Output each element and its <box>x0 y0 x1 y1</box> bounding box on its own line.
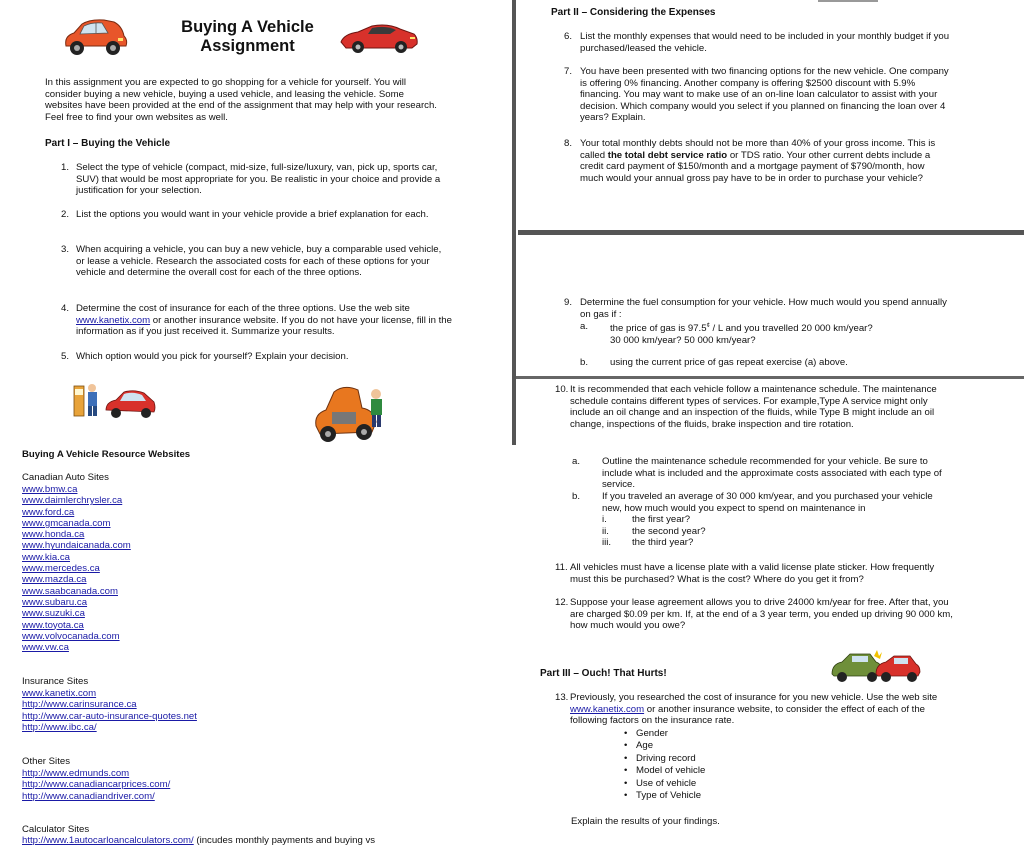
year-item <box>602 525 706 538</box>
question-13-text-pre: Previously, you researched the cost of insurance for you new vehicle. Use the web site <box>570 692 938 703</box>
question-4-text-pre: Determine the cost of insurance for each of the three options. Use the web site <box>76 303 410 314</box>
resource-link[interactable]: http://www.edmunds.com <box>22 768 130 779</box>
question-number: 9. <box>564 297 573 308</box>
right-top-page <box>518 0 1024 228</box>
sub-question-text: using the current price of gas repeat exercise (a) above. <box>610 357 848 368</box>
horizontal-separator-short <box>516 376 1024 379</box>
year-item <box>602 537 694 549</box>
question-text: When acquiring a vehicle, you can buy a new vehicle, buy a comparable used vehicle, or lease a vehicle. Research the associated costs for each of these options for your vehicle and determine the overall cost for each of the three options. <box>76 244 442 279</box>
part1-title: Part I – Buying the Vehicle <box>45 138 171 149</box>
resource-link[interactable]: www.hyundaicanada.com <box>22 540 131 552</box>
top-edge-mark <box>818 0 878 2</box>
part2-title: Part II – Considering the Expenses <box>551 7 716 18</box>
question-4-text-post: or another insurance website. If you do not have your license, fill in the information as if you just received it. Summarize your results. <box>76 314 452 338</box>
year-text: the second year? <box>632 525 706 537</box>
calculator-link[interactable]: http://www.1autocarloancalculators.com/ <box>22 835 194 846</box>
part3-title: Part III – Ouch! That Hurts! <box>540 668 667 679</box>
year-number: ii. <box>602 525 609 537</box>
insurance-links-list <box>22 688 197 733</box>
calculator-line <box>22 835 375 847</box>
other-links-list <box>22 768 170 802</box>
sub-question-text <box>610 321 950 346</box>
resource-link[interactable]: www.gmcanada.com <box>22 517 111 529</box>
year-item <box>602 514 691 526</box>
year-number: iii. <box>602 537 612 549</box>
gas-station-clipart <box>70 376 158 422</box>
insurance-sites-label: Insurance Sites <box>22 676 89 687</box>
question-text: List the monthly expenses that would need to be included in your monthly budget if you purchased/leased the vehicle. <box>580 31 950 54</box>
other-sites-label: Other Sites <box>22 756 70 767</box>
conclusion-text: Explain the results of your findings. <box>571 816 720 827</box>
gas-price-text-post: / L and you travelled 20 000 km/year? <box>712 323 873 335</box>
resource-link[interactable]: www.toyota.ca <box>22 619 84 631</box>
right-bottom-page <box>518 380 1024 843</box>
resource-link[interactable]: http://www.canadiandriver.com/ <box>22 790 155 802</box>
list-item: • Driving record <box>622 753 705 765</box>
list-item: • Type of Vehicle <box>622 790 705 802</box>
resources-page <box>0 445 512 846</box>
car-crash-clipart <box>830 650 922 684</box>
question-number: 7. <box>564 66 573 77</box>
resource-link[interactable]: http://www.car-auto-insurance-quotes.net <box>22 710 197 722</box>
resource-link[interactable]: www.subaru.ca <box>22 596 88 608</box>
sub-question-label: b. <box>580 357 589 368</box>
horizontal-separator <box>518 230 1024 235</box>
resource-link[interactable]: www.volvocanada.com <box>22 630 120 642</box>
orange-car-clipart <box>60 16 130 60</box>
list-item: • Gender <box>622 728 705 740</box>
maintenance-years-list <box>602 514 706 549</box>
sub-question-text: If you traveled an average of 30 000 km/year, and you purchased your vehicle new, how much would you expect to spend on maintenance in <box>602 491 933 514</box>
left-page <box>0 0 515 445</box>
resource-link[interactable]: www.bmw.ca <box>22 484 78 495</box>
question-13-text-post: or another insurance website, to consider the effect of each of the following factors on the insurance rate. <box>570 703 925 727</box>
question-number: 6. <box>564 31 573 42</box>
calculator-note: (incudes monthly payments and buying vs <box>196 835 376 846</box>
tds-term: the total debt service ratio <box>607 149 728 161</box>
question-number: 1. <box>61 162 70 173</box>
resource-link[interactable]: http://www.canadiancarprices.com/ <box>22 779 171 791</box>
question-text: Determine the fuel consumption for your vehicle. How much would you spend annually on gas if : <box>580 297 947 320</box>
resource-link[interactable]: http://www.carinsurance.ca <box>22 699 137 711</box>
question-text: All vehicles must have a license plate with a valid license plate sticker. How frequently must this be purchased? What is the cost? Where do you get it from? <box>570 562 935 585</box>
gas-price-text: the price of gas is 97.5 <box>610 323 707 335</box>
question-number: 12. <box>555 597 569 608</box>
list-item: • Model of vehicle <box>622 765 705 777</box>
resource-link[interactable]: www.vw.ca <box>22 642 69 654</box>
resource-link[interactable]: www.mazda.ca <box>22 574 87 586</box>
question-number: 10. <box>555 384 569 395</box>
question-text: List the options you would want in your vehicle provide a brief explanation for each. <box>76 209 429 220</box>
list-item: • Age <box>622 740 705 752</box>
resource-link[interactable]: www.kanetix.com <box>22 688 97 699</box>
right-middle-page <box>518 236 1024 375</box>
resource-link[interactable]: www.suzuki.ca <box>22 608 85 620</box>
resource-link[interactable]: www.daimlerchrysler.ca <box>22 495 123 507</box>
kanetix-link[interactable]: www.kanetix.com <box>76 314 151 326</box>
question-text: Select the type of vehicle (compact, mid-size, full-size/luxury, van, pick up, sports car, SUV) that would be most appropriate for you. Be realistic in your choice and provide a justification for your selection. <box>76 162 441 197</box>
canadian-links-list <box>22 484 131 653</box>
year-text: the first year? <box>632 514 691 525</box>
sub-question-label: a. <box>580 321 589 332</box>
intro-paragraph: In this assignment you are expected to go shopping for a vehicle for yourself. You will consider buying a new vehicle, buying a used vehicle, and leasing the vehicle. Some websites have been provided at the end of the assignment that may help with your research. Feel free to find your own websites as well. <box>45 77 437 123</box>
resource-link[interactable]: www.honda.ca <box>22 529 85 541</box>
red-sports-car-clipart <box>338 20 420 56</box>
question-number: 3. <box>61 244 70 255</box>
kanetix-link[interactable]: www.kanetix.com <box>570 703 645 715</box>
question-text: It is recommended that each vehicle follow a maintenance schedule. The maintenance schedule contains different types of services. For example,Type A service might only include an oil change and an inspection of the fluids, while Type B might include an oil change, inspections of the fluids, brake inspection and tire rotation. <box>570 384 937 430</box>
question-text <box>570 692 950 727</box>
question-8-text-b: or TDS ratio. Your other current debts include a credit card payment of $150/month and a mortgage payment of $790/month, how much would your annual gross pay have to be in order to purchase your vehicle? <box>580 149 931 184</box>
canadian-sites-label: Canadian Auto Sites <box>22 472 109 483</box>
question-number: 2. <box>61 209 70 220</box>
distance-options: 30 000 km/year? 50 000 km/year? <box>610 334 756 346</box>
calculator-sites-label: Calculator Sites <box>22 824 90 835</box>
question-number: 11. <box>555 562 568 573</box>
question-text: Suppose your lease agreement allows you to drive 24000 km/year for free. After that, you are charged $0.09 per km. If, at the end of a 3 year term, you ended up driving 90 000 km, how much would you owe? <box>570 597 953 632</box>
page-title-line1: Buying A Vehicle <box>181 18 314 36</box>
question-text <box>580 138 948 184</box>
list-item: • Use of vehicle <box>622 778 705 790</box>
resource-link[interactable]: http://www.ibc.ca/ <box>22 721 97 733</box>
question-number: 5. <box>61 351 70 362</box>
question-text: You have been presented with two financing options for the new vehicle. One company is offering 0% financing. Another company is offering $2500 discount with 5.9% financing. You may want to make use of an on-line loan calculator to assist with your decision. Which company would you select if you planned on financing the loan over 4 years? Explain. <box>580 66 949 124</box>
year-text: the third year? <box>632 537 694 549</box>
sub-question-label: a. <box>572 456 581 467</box>
question-number: 13. <box>555 692 569 703</box>
question-text <box>76 303 456 338</box>
resource-link[interactable]: www.saabcanada.com <box>22 585 118 597</box>
resource-link[interactable]: www.kia.ca <box>22 551 70 563</box>
question-number: 4. <box>61 303 70 314</box>
question-8-text-a: Your total monthly debts should not be more than 40% of your gross income. This is called <box>580 138 936 161</box>
year-number: i. <box>602 514 607 525</box>
resources-title: Buying A Vehicle Resource Websites <box>22 449 191 460</box>
mechanic-clipart <box>310 382 392 444</box>
sub-question-label: b. <box>572 491 581 502</box>
question-text: Which option would you pick for yourself? Explain your decision. <box>76 351 349 362</box>
resource-link[interactable]: www.mercedes.ca <box>22 563 100 575</box>
question-number: 8. <box>564 138 573 149</box>
sub-question-text: Outline the maintenance schedule recommended for your vehicle. Be sure to include what is included and the approximate costs associated with each type of service. <box>602 456 942 491</box>
resource-link[interactable]: www.ford.ca <box>22 506 75 518</box>
cent-symbol: ¢ <box>706 323 710 329</box>
insurance-factors-list <box>622 728 705 802</box>
page-title-line2: Assignment <box>200 37 295 55</box>
